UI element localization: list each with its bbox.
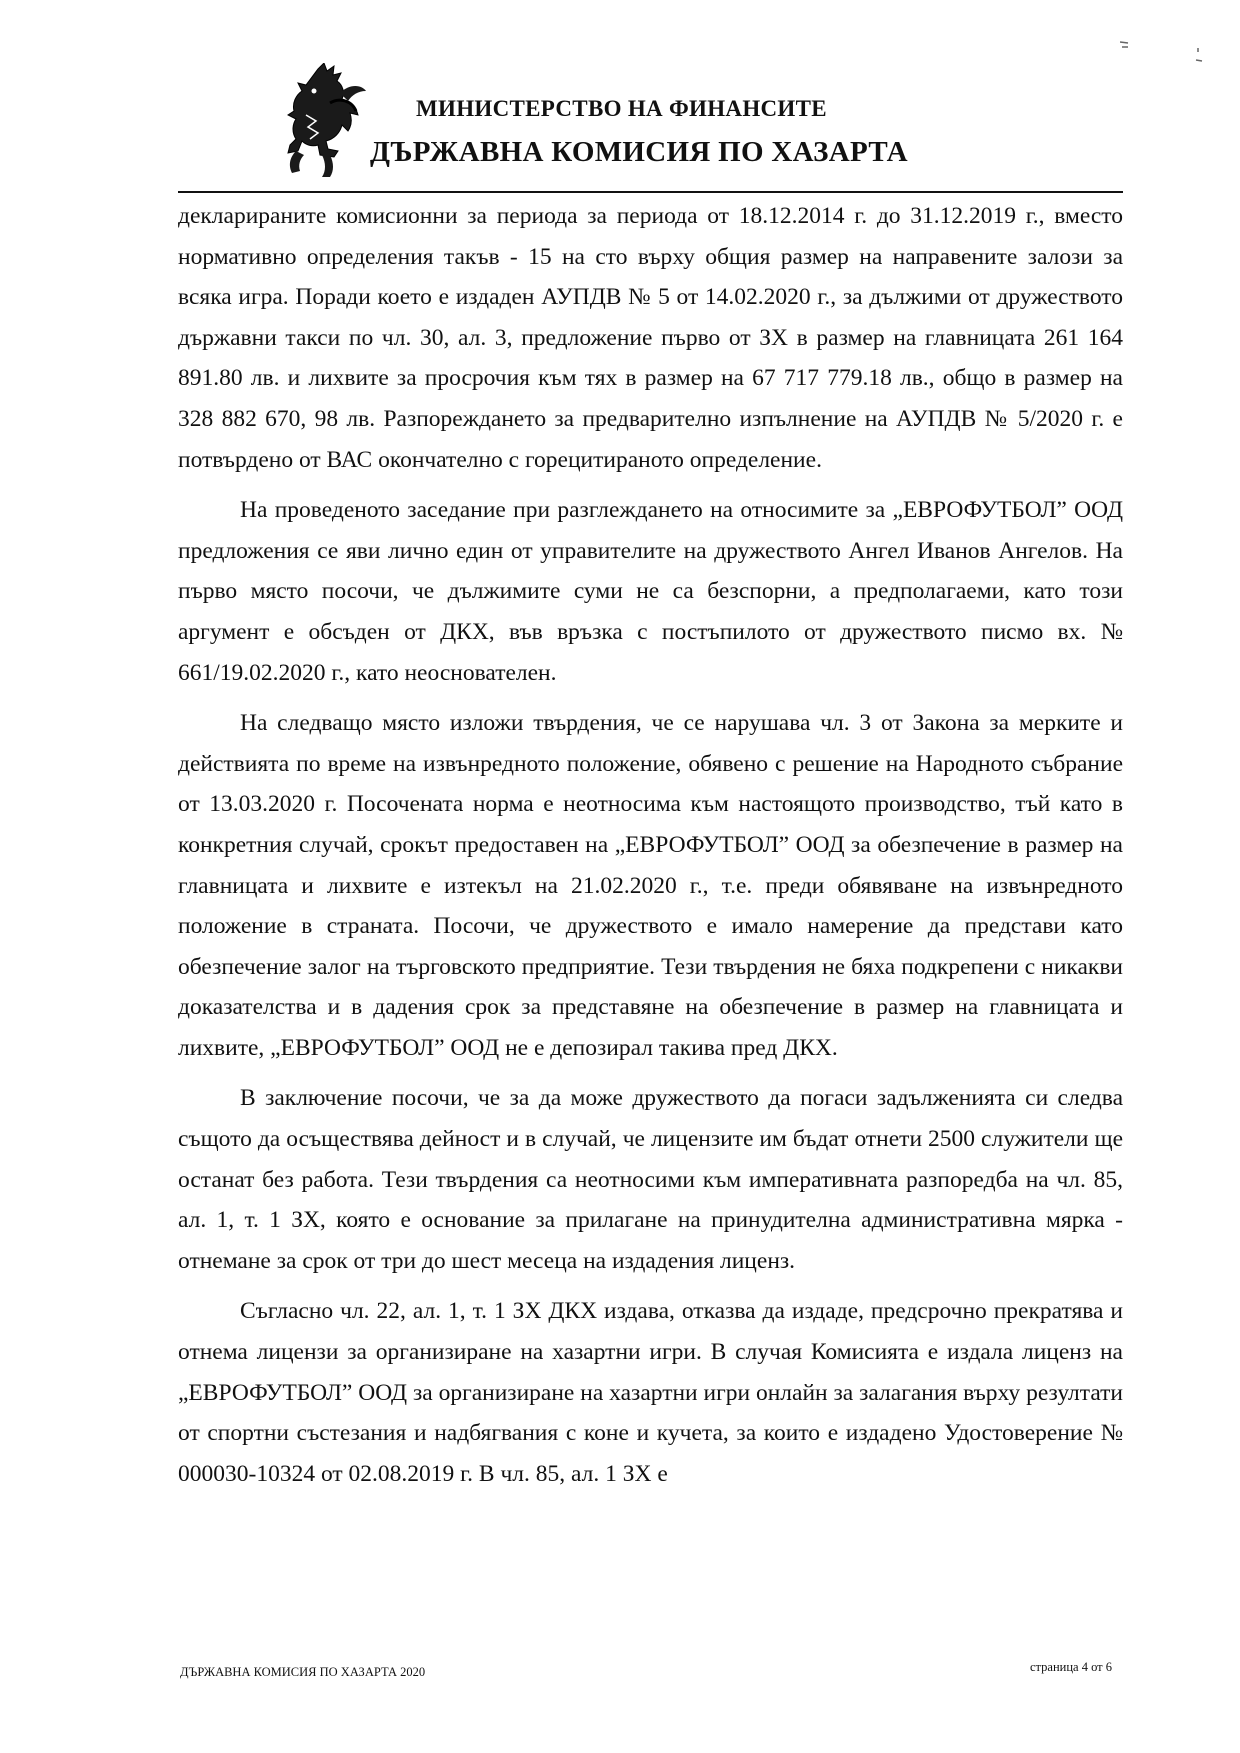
paragraph: На проведеното заседание при разглеждането на относимите за „ЕВРОФУТБОЛ” ООД предложения се яви лично един от управителите на дружеството Ангел Иванов Ангелов. На първо място посочи, че дължимите суми не са безспорни, а предполагаеми, като този аргумент е обсъден от ДКХ, във връзка с постъпилото от дружеството писмо вх. № 661/19.02.2020 г., като неоснователен. bbox=[178, 497, 1123, 686]
paragraph: На следващо място изложи твърдения, че се нарушава чл. 3 от Закона за мерките и действията по време на извънредното положение, обявено с решение на Народното събрание от 13.03.2020 г. Посочената норма е неотносима към настоящото производство, тъй като в конкретния случай, срокът предоставен на „ЕВРОФУТБОЛ” ООД за обезпечение в размер на главницата и лихвите е изтекъл на 21.02.2020 г., т.е. преди обявяване на извънредното положение в страната. Посочи, че дружеството е имало намерение да представи като обезпечение залог на търговското предприятие. Тези твърдения не бяха подкрепени с никакви доказателства и в дадения срок за представяне на обезпечение в размер на главницата и лихвите, „ЕВРОФУТБОЛ” ООД не е депозирал такива пред ДКХ. bbox=[178, 710, 1123, 1061]
lion-coat-of-arms-icon bbox=[278, 63, 368, 181]
header-divider bbox=[178, 191, 1123, 193]
paragraph: В заключение посочи, че за да може дружеството да погаси задълженията си следва същото да осъществява дейност и в случай, че лицензите им бъдат отнети 2500 служители ще останат без работа. Тези твърдения са неотносими към императивната разпоредба на чл. 85, ал. 1, т. 1 ЗХ, която е основание за прилагане на принудителна административна мярка - отнемане за срок от три до шест месеца на издадения лиценз. bbox=[178, 1085, 1123, 1274]
page-number: страница 4 от 6 bbox=[1030, 1660, 1113, 1674]
document-body bbox=[178, 196, 1123, 1504]
ministry-title: МИНИСТЕРСТВО НА ФИНАНСИТЕ bbox=[416, 96, 827, 121]
paragraph: Съгласно чл. 22, ал. 1, т. 1 ЗХ ДКХ издава, отказва да издаде, предсрочно прекратява и отнема лицензи за организиране на хазартни игри. В случая Комисията е издала лиценз на „ЕВРОФУТБОЛ” ООД за организиране на хазартни игри онлайн за залагания върху резултати от спортни състезания и надбягвания с коне и кучета, за които е издадено Удостоверение № 000030-10324 от 02.08.2019 г. В чл. 85, ал. 1 ЗХ е bbox=[178, 1298, 1123, 1487]
commission-title: ДЪРЖАВНА КОМИСИЯ ПО ХАЗАРТА bbox=[370, 136, 908, 168]
footer-organization: ДЪРЖАВНА КОМИСИЯ ПО ХАЗАРТА 2020 bbox=[180, 1665, 426, 1679]
document-header bbox=[178, 58, 1123, 198]
paragraph: декларираните комисионни за периода за периода от 18.12.2014 г. до 31.12.2019 г., вместо нормативно определения такъв - 15 на сто върху общия размер на направените залози за всяка игра. Поради което е издаден АУПДВ № 5 от 14.02.2020 г., за дължими от дружеството държавни такси по чл. 30, ал. 3, предложение първо от ЗХ в размер на главницата 261 164 891.80 лв. и лихвите за просрочия към тях в размер на 67 717 779.18 лв., общо в размер на 328 882 670, 98 лв. Разпореждането за предварително изпълнение на АУПДВ № 5/2020 г. е потвърдено от ВАС окончателно с горецитираното определение. bbox=[178, 203, 1123, 473]
scan-artifact-marks bbox=[1120, 38, 1220, 78]
